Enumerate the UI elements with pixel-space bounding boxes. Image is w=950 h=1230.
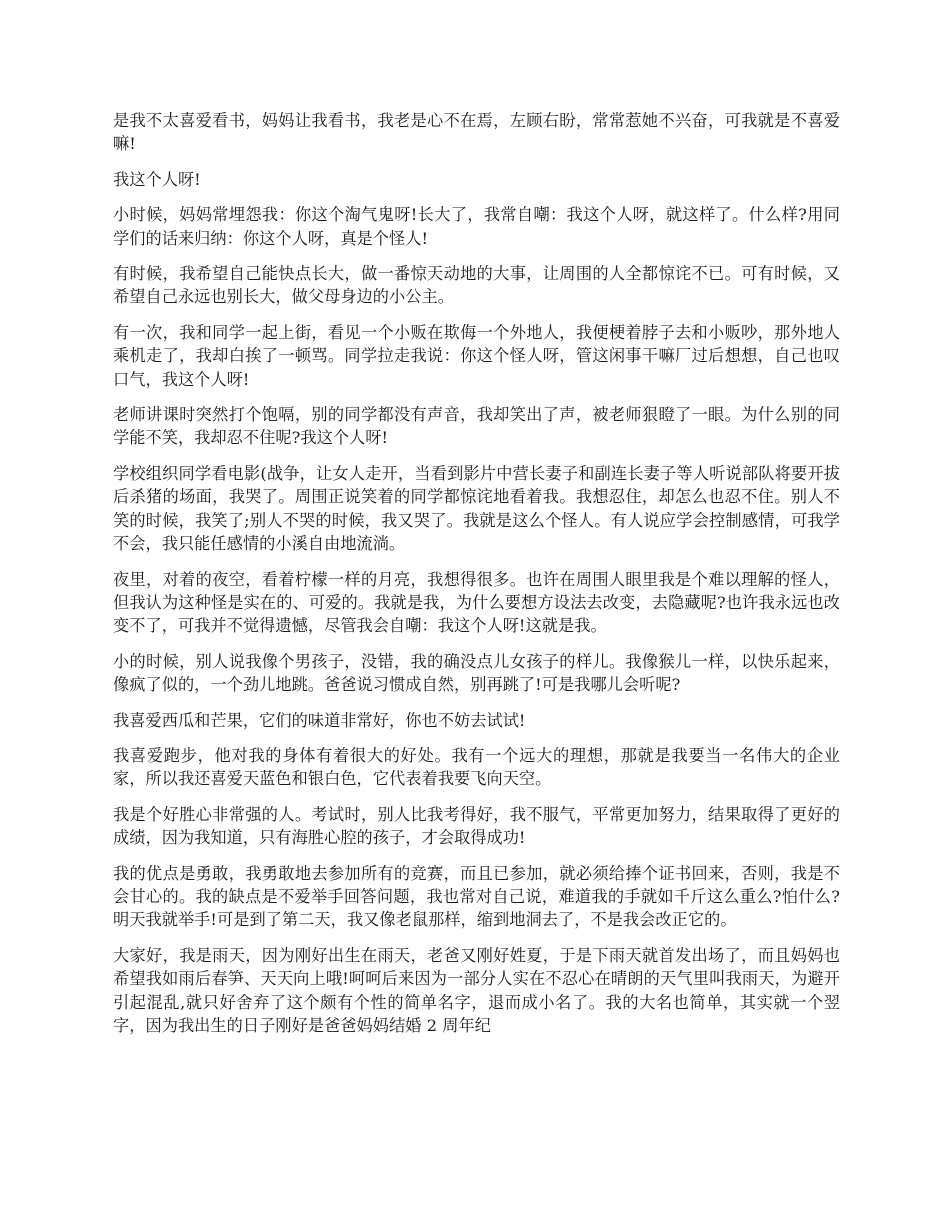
paragraph-13: 我的优点是勇敢，我勇敢地去参加所有的竞赛，而且已参加，就必须给捧个证书回来，否则，我是不会甘心的。我的缺点是不爱举手回答问题，我也常对自己说，难道我的手就如千斤这么重么?怕什么?明天我就举手!可是到了第二天，我又像老鼠那样，缩到地洞去了，不是我会改正它的。 xyxy=(113,863,840,930)
paragraph-5: 有一次，我和同学一起上街，看见一个小贩在欺侮一个外地人，我便梗着脖子去和小贩吵，那外地人乘机走了，我却白挨了一顿骂。同学拉走我说：你这个怪人呀，管这闲事干嘛厂过后想想，自己也叹口气，我这个人呀! xyxy=(113,322,840,389)
document-body xyxy=(113,109,840,1049)
paragraph-7: 学校组织同学看电影(战争，让女人走开，当看到影片中营长妻子和副连长妻子等人听说部队将要开拔后杀猪的场面，我哭了。周围正说笑着的同学都惊诧地看着我。我想忍住，却怎么也忍不住。别人不笑的时候，我笑了;别人不哭的时候，我又哭了。我就是这么个怪人。有人说应学会控制感情，可我学不会，我只能任感情的小溪自由地流淌。 xyxy=(113,463,840,554)
paragraph-2: 我这个人呀! xyxy=(113,169,201,189)
paragraph-8: 夜里，对着的夜空，看着柠檬一样的月亮，我想得很多。也许在周围人眼里我是个难以理解的怪人，但我认为这种怪是实在的、可爱的。我就是我，为什么要想方设法去改变，去隐藏呢?也许我永远也改变不了，可我并不觉得遗憾，尽管我会自嘲：我这个人呀!这就是我。 xyxy=(113,569,840,636)
paragraph-1: 是我不太喜爱看书，妈妈让我看书，我老是心不在焉，左顾右盼，常常惹她不兴奋，可我就是不喜爱嘛! xyxy=(113,111,840,154)
paragraph-11: 我喜爱跑步，他对我的身体有着很大的好处。我有一个远大的理想，那就是我要当一名伟大的企业家，所以我还喜爱天蓝色和银白色，它代表着我要飞向天空。 xyxy=(113,745,840,789)
paragraph-10: 我喜爱西瓜和芒果，它们的味道非常好，你也不妨去试试! xyxy=(113,710,526,730)
paragraph-3: 小时候，妈妈常埋怨我：你这个淘气鬼呀!长大了，我常自嘲：我这个人呀，就这样了。什么样?用同学们的话来归纳：你这个人呀，真是个怪人! xyxy=(113,205,840,248)
paragraph-6: 老师讲课时突然打个饱嗝，别的同学都没有声音，我却笑出了声，被老师狠瞪了一眼。为什么别的同学能不笑，我却忍不住呢?我这个人呀! xyxy=(113,405,840,448)
paragraph-9: 小的时候，别人说我像个男孩子，没错，我的确没点儿女孩子的样儿。我像猴儿一样，以快乐起来，像疯了似的，一个劲儿地跳。爸爸说习惯成自然，别再跳了!可是我哪儿会听呢? xyxy=(113,651,840,695)
paragraph-14: 大家好，我是雨天，因为刚好出生在雨天，老爸又刚好姓夏，于是下雨天就首发出场了，而且妈妈也希望我如雨后春笋、天天向上哦!呵呵后来因为一部分人实在不忍心在晴朗的天气里叫我雨天，为避开引起混乱,就只好舍弃了这个颇有个性的简单名字，退而成小名了。我的大名也简单，其实就一个翌字，因为我出生的日子刚好是爸爸妈妈结婚 2 周年纪 xyxy=(113,945,840,1035)
paragraph-4: 有时候，我希望自己能快点长大，做一番惊天动地的大事，让周围的人全都惊诧不已。可有时候，又希望自己永远也别长大，做父母身边的小公主。 xyxy=(113,264,840,307)
paragraph-12: 我是个好胜心非常强的人。考试时，别人比我考得好，我不服气，平常更加努力，结果取得了更好的成绩，因为我知道，只有海胜心腔的孩子，才会取得成功! xyxy=(113,804,840,848)
